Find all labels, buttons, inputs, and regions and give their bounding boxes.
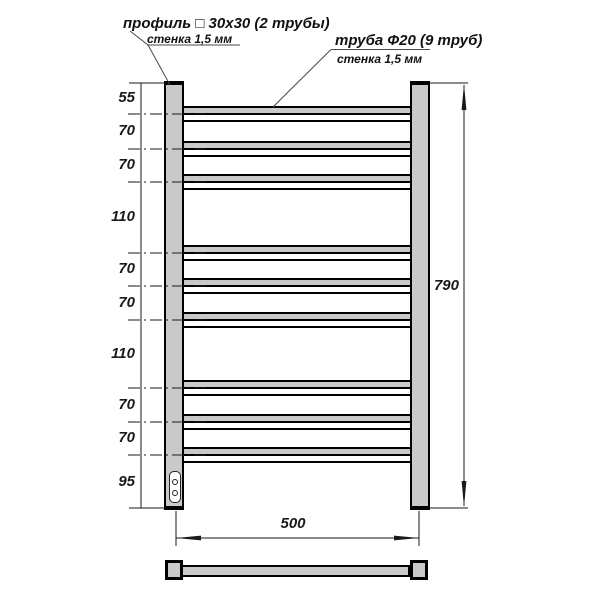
overall-height-value: 790: [433, 277, 459, 294]
overall-height-dimension: [430, 83, 468, 508]
dimension-value: 70: [118, 122, 135, 139]
profile-callout-title: профиль □ 30х30 (2 трубы): [123, 15, 330, 32]
tube-rung: [182, 141, 412, 157]
tube-rung: [182, 312, 412, 328]
leader-line: [273, 50, 331, 108]
dimension-value: 70: [118, 429, 135, 446]
arrow-up-icon: [462, 84, 467, 110]
top-view-left-post: [165, 560, 183, 580]
tube-rung: [182, 447, 412, 463]
electrical-connector: [169, 471, 181, 503]
left-post: [164, 81, 184, 510]
tube-callout-subtitle: стенка 1,5 мм: [337, 52, 423, 66]
tube-rung: [182, 245, 412, 261]
arrow-down-icon: [462, 481, 467, 507]
tube-rung: [182, 278, 412, 294]
arrow-left-icon: [176, 536, 201, 541]
dimension-value: 55: [118, 89, 135, 106]
tube-rung: [182, 380, 412, 396]
tube-rung: [182, 174, 412, 190]
dimension-value: 110: [111, 345, 135, 362]
tube-callout-title: труба Ф20 (9 труб): [335, 32, 483, 49]
connector-hole: [172, 479, 178, 485]
overall-width-value: 500: [280, 515, 306, 532]
top-view-bar: [181, 565, 410, 577]
top-view-right-post: [410, 560, 428, 580]
dimension-value: 70: [118, 396, 135, 413]
dimension-value: 70: [118, 156, 135, 173]
dimension-value: 70: [118, 294, 135, 311]
right-post: [410, 81, 430, 510]
tube-rung: [182, 414, 412, 430]
dimension-value: 110: [111, 208, 135, 225]
tube-rung: [182, 106, 412, 122]
profile-callout-subtitle: стенка 1,5 мм: [147, 32, 233, 46]
dimension-value: 95: [118, 473, 135, 490]
arrow-right-icon: [394, 536, 419, 541]
connector-hole: [172, 490, 178, 496]
dimension-value: 70: [118, 260, 135, 277]
